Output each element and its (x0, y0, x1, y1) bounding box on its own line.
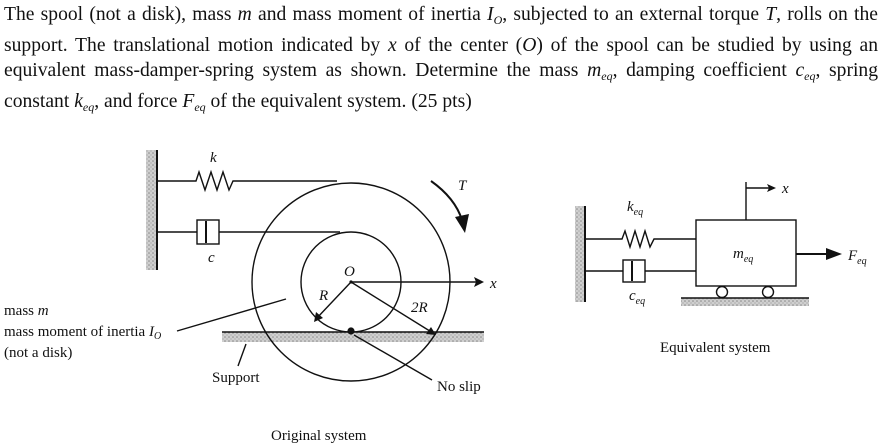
radius-r-label: R (319, 288, 329, 304)
noslip-label: No slip (437, 379, 481, 395)
mass-label: mass m (4, 303, 49, 319)
original-caption: Original system (271, 428, 367, 444)
radius-2r-arrowhead (426, 327, 436, 335)
equivalent-spring-label: $k_{eq}$ (627, 199, 644, 218)
x-axis-label: x (490, 276, 497, 292)
problem-statement: The spool (not a disk), mass m and mass moment of inertia $I_O$, subjected to an external torque T, rolls on the support. The translational motion indicated by x of the center (O) of the spool can be studied by using an equivalent mass-damper-spring system as shown. Determine the mass $m_{eq}$, damping coefficient $c_{eq}$, spring constant $k_{eq}$, and force $F_{eq}$ of the equivalent system. (25 pts) (4, 4, 879, 114)
contact-point (347, 327, 354, 334)
support-leader-line (238, 344, 246, 366)
center-label: O (344, 264, 355, 280)
mass-leader-line (177, 299, 286, 331)
original-system (4, 150, 497, 444)
original-wall (146, 150, 156, 270)
equivalent-spring (585, 231, 696, 247)
original-spring (157, 172, 337, 190)
equivalent-wall (575, 206, 584, 302)
radius-2r-label: 2R (411, 300, 428, 316)
original-damper-body (197, 220, 219, 244)
equivalent-damper-label: $c_{eq}$ (629, 288, 646, 307)
torque-label: T (458, 178, 467, 194)
original-spring-label: k (210, 150, 217, 166)
equivalent-wheel-right (763, 287, 774, 298)
equivalent-damper-body (623, 260, 645, 282)
not-disk-label: (not a disk) (4, 345, 73, 361)
equivalent-mass-label: $m_{eq}$ (733, 246, 754, 265)
equivalent-ground (681, 298, 809, 306)
equivalent-x-label: x (782, 181, 789, 197)
equivalent-force-arrowhead (826, 248, 842, 260)
equivalent-system (575, 181, 867, 356)
inertia-label: mass moment of inertia $I_O$ (4, 324, 162, 342)
equivalent-wheel-left (717, 287, 728, 298)
torque-arrowhead (455, 214, 469, 233)
support-label: Support (212, 370, 260, 386)
original-damper-label: c (208, 250, 215, 266)
equivalent-force-label: $F_{eq}$ (848, 248, 867, 267)
equivalent-caption: Equivalent system (660, 340, 771, 356)
equivalent-mass-block (696, 220, 796, 286)
